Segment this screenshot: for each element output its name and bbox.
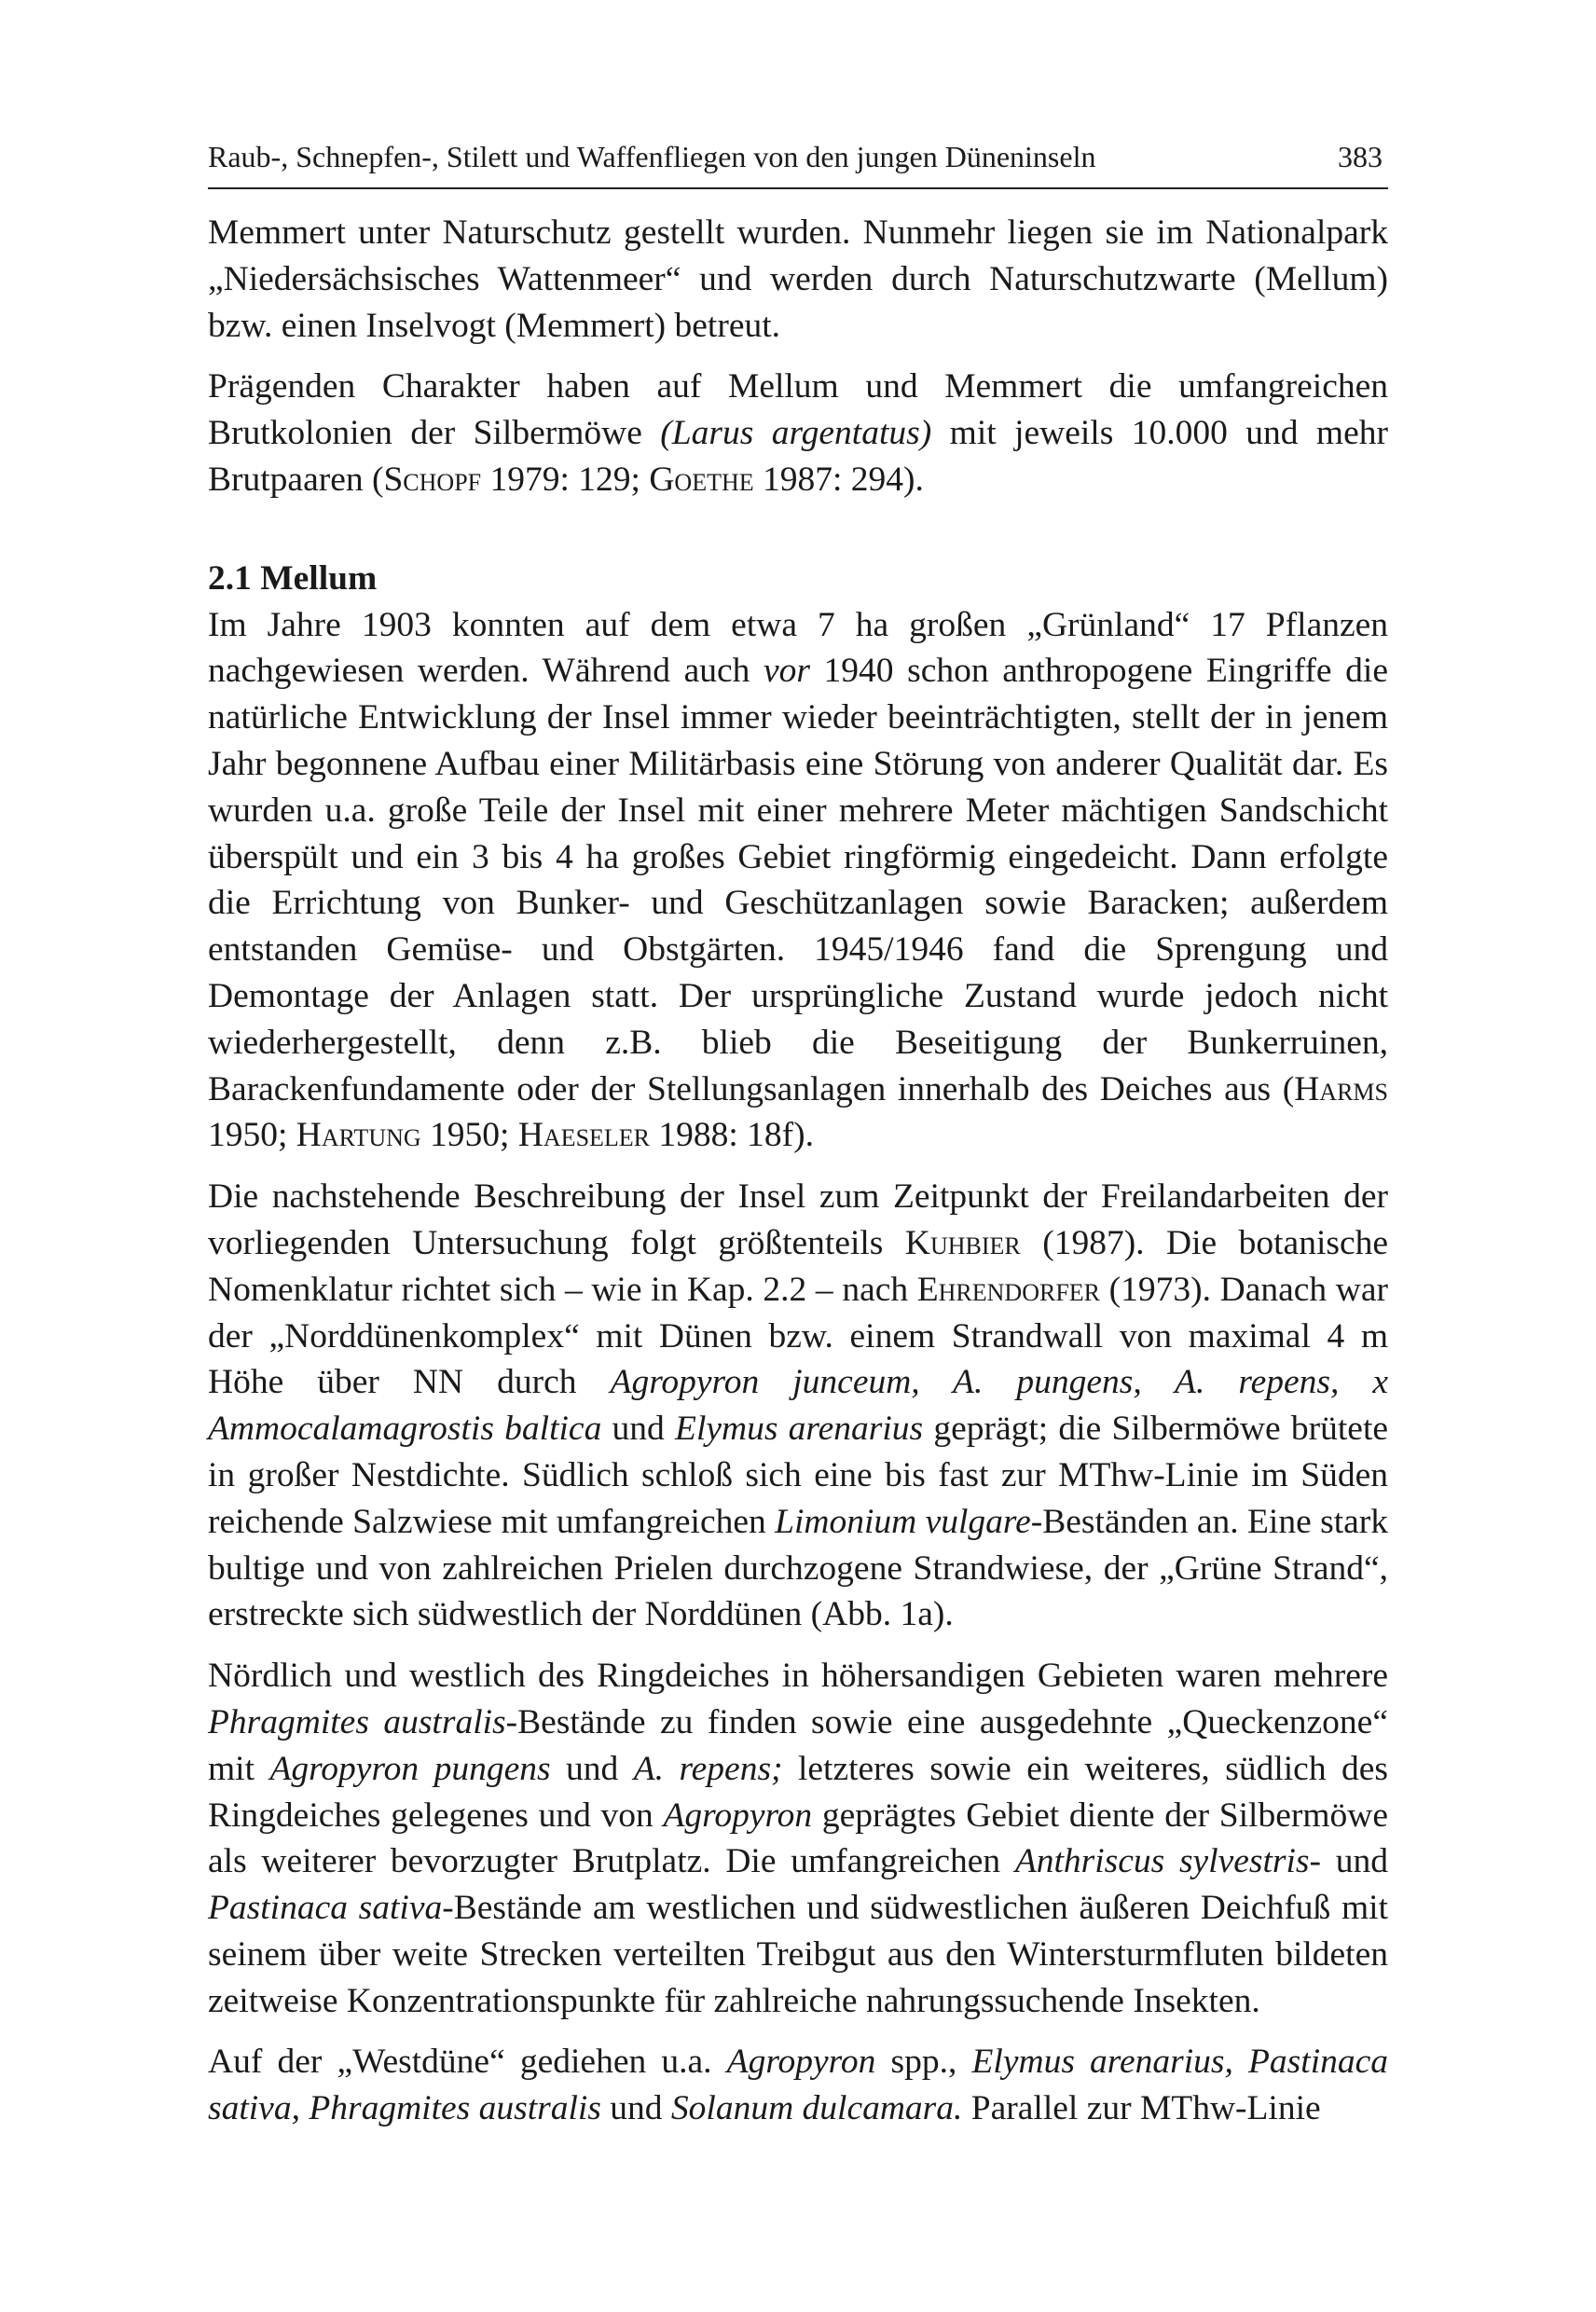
species-name: A. repens;	[633, 1749, 783, 1788]
section-heading: 2.1 Mellum	[208, 558, 378, 598]
emphasis: vor	[763, 652, 810, 691]
species-name: Elymus arenarius	[675, 1410, 924, 1449]
paragraph-1	[208, 210, 1388, 349]
species-name: Agropyron pungens	[269, 1749, 551, 1788]
text-run: 1979: 129;	[481, 460, 650, 499]
page	[208, 140, 1388, 2147]
text-run: (1987). Die botanische Nomenklatur richtet sich – wie in Kap. 2.2 – nach	[208, 1223, 1388, 1309]
text-run: 1950;	[208, 1116, 296, 1155]
author-name: Ehrendorfer	[916, 1270, 1101, 1309]
paragraph-2	[208, 364, 1388, 502]
author-name: Harms	[1294, 1069, 1388, 1108]
author-name: Goethe	[649, 460, 754, 499]
paragraph-3	[208, 602, 1388, 1160]
text-run: Prägenden Charakter haben auf Mellum und Memmert die umfangreichen Brutkolonien der Silbermöwe	[208, 367, 1388, 453]
species-name: Solanum dulcamara.	[670, 2089, 963, 2128]
text-run: 1987: 294).	[753, 460, 924, 499]
body-text	[208, 210, 1388, 2132]
species-name: Pastinaca sativa	[208, 1889, 443, 1928]
author-name: Kuhbier	[904, 1223, 1021, 1262]
running-head	[208, 140, 1388, 189]
text-run: und	[600, 2089, 671, 2128]
text-run: Parallel zur MThw-Linie	[962, 2089, 1321, 2128]
paragraph-6	[208, 2039, 1388, 2132]
species-name: (Larus argentatus)	[660, 414, 932, 453]
text-run: und	[601, 1410, 676, 1449]
species-name: Phragmites australis	[208, 1702, 506, 1741]
text-run: Nördlich und westlich des Ringdeiches in höhersandigen Gebieten waren mehrere	[208, 1657, 1388, 1696]
text-run: (1973). Danach war der „Norddünenkomplex“ mit Dünen bzw. einem Strandwall von maximal 4 m Höhe über NN durch	[208, 1270, 1389, 1402]
author-name: Hartung	[296, 1116, 421, 1155]
text-run: 1950;	[420, 1116, 518, 1155]
text-run: geprägt; die Silbermöwe brütete in großer Nestdichte. Südlich schloß sich eine bis fast zur MThw-Linie im Süden reichende Salzwiese mit umfangreichen	[208, 1410, 1389, 1541]
page-number: 383	[1338, 140, 1383, 173]
text-run: spp.,	[875, 2043, 972, 2082]
text-run: Auf der „Westdüne“ gediehen u.a.	[208, 2043, 727, 2082]
text-run: letzteres sowie ein weiteres, südlich des Ringdeiches gelegenes und von	[208, 1749, 1389, 1835]
text-run: Im Jahre 1903 konnten auf dem etwa 7 ha großen „Grünland“ 17 Pflanzen nachgewiesen werden. Während auch	[208, 605, 1388, 691]
paragraph-5	[208, 1653, 1388, 2024]
species-name: Limonium vulgare	[775, 1502, 1031, 1541]
author-name: Schopf	[383, 460, 482, 499]
text-run: -Bestände zu finden sowie eine ausgedehnte „Queckenzone“ mit	[208, 1702, 1388, 1788]
species-name: Agropyron junceum, A. pungens, A. repens, x Ammocalamagrostis baltica	[208, 1363, 1389, 1449]
species-name: Agropyron	[726, 2043, 876, 2082]
text-run: und	[1321, 1842, 1388, 1881]
text-run: 1988: 18f).	[650, 1116, 815, 1155]
text-run: -Bestände am westlichen und südwestlichen äußeren Deichfuß mit seinem über weite Strecken verteilten Treibgut aus den Wintersturmfluten bildeten zeitweise Konzentrationspunkte für zahlreiche nahrungssuchende Insekten.	[208, 1889, 1388, 2020]
species-name: Agropyron	[663, 1796, 813, 1835]
running-title: Raub-, Schnepfen-, Stilett und Waffenfliegen von den jungen Düneninseln	[208, 140, 1096, 173]
text-run: -Beständen an. Eine stark bultige und von zahlreichen Prielen durchzogene Strandwiese, der „Grüne Strand“, erstreckte sich südwestlich der Norddünen (Abb. 1a).	[208, 1502, 1389, 1634]
text-run: Memmert unter Naturschutz gestellt wurden. Nunmehr liegen sie im Nationalpark „Niedersächsisches Wattenmeer“ und werden durch Naturschutzwarte (Mellum) bzw. einen Inselvogt (Memmert) betreut.	[208, 213, 1388, 345]
author-name: Haeseler	[517, 1116, 651, 1155]
text-run: mit jeweils 10.000 und mehr Brutpaaren (	[208, 414, 1388, 499]
text-run: geprägtes Gebiet diente der Silbermöwe als weiterer bevorzugter Brutplatz. Die umfangreichen	[208, 1796, 1388, 1881]
text-run: Die nachstehende Beschreibung der Insel zum Zeitpunkt der Freilandarbeiten der vorliegenden Untersuchung folgt größtenteils	[208, 1177, 1388, 1262]
paragraph-4	[208, 1174, 1388, 1638]
text-run: 1940 schon anthropogene Eingriffe die natürliche Entwicklung der Insel immer wieder beeinträchtigten, stellt der in jenem Jahr begonnene Aufbau einer Militärbasis eine Störung von anderer Qualität dar. Es wurden u.a. große Teile der Insel mit einer mehrere Meter mächtigen Sandschicht überspült und ein 3 bis 4 ha großes Gebiet ringförmig eingedeicht. Dann erfolgte die Errichtung von Bunker- und Geschützanlagen sowie Baracken; außerdem entstanden Gemüse- und Obstgärten. 1945/1946 fand die Sprengung und Demontage der Anlagen statt. Der ursprüngliche Zustand wurde jedoch nicht wiederhergestellt, denn z.B. blieb die Beseitigung der Bunkerruinen, Barackenfundamente oder der Stellungsanlagen innerhalb des Deiches aus (	[208, 652, 1388, 1108]
species-name: Elymus arenarius, Pastinaca sativa, Phragmites australis	[208, 2043, 1389, 2128]
text-run: und	[550, 1749, 634, 1788]
species-name: Anthriscus sylvestris-	[1014, 1842, 1322, 1881]
